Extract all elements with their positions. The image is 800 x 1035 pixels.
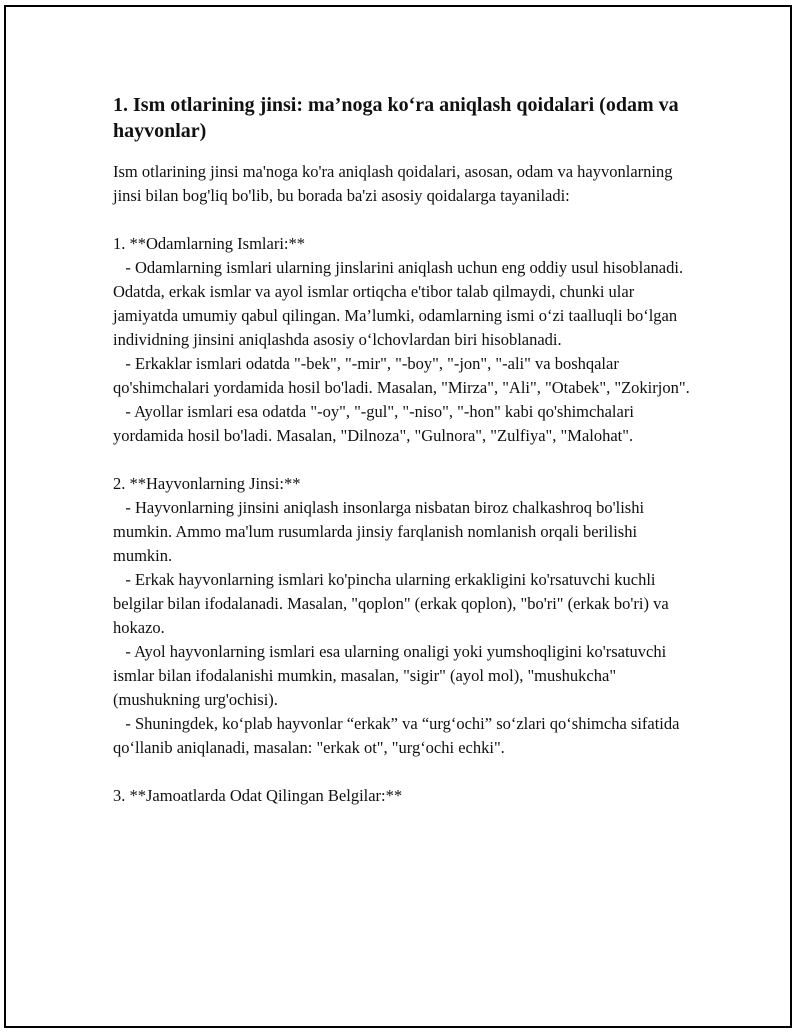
document-body: Ism otlarining jinsi ma'noga ko'ra aniqlash qoidalari, asosan, odam va hayvonlarning jinsi bilan bog'liq bo'lib, bu borada ba'zi asosiy qoidalarga tayaniladi: 1. **Odamlarning Ismlari:** - Odamlarning ismlari ularning jinslarini aniqlash uchun eng oddiy usul hisoblanadi. Odatda, erkak ismlar va ayol ismlar ortiqcha e'tibor talab qilmaydi, chunki ular jamiyatda umumiy qabul qilingan. Ma’lumki, odamlarning ismi o‘zi taalluqli bo‘lgan individning jinsini aniqlashda asosiy o‘lchovlardan biri hisoblanadi. - Erkaklar ismlari odatda "-bek", "-mir", "-boy", "-jon", "-ali" va boshqalar qo'shimchalari yordamida hosil bo'ladi. Masalan, "Mirza", "Ali", "Otabek", "Zokirjon". - Ayollar ismlari esa odatda "-oy", "-gul", "-niso", "-hon" kabi qo'shimchalari yordamida hosil bo'ladi. Masalan, "Dilnoza", "Gulnora", "Zulfiya", "Malohat". 2. **Hayvonlarning Jinsi:** - Hayvonlarning jinsini aniqlash insonlarga nisbatan biroz chalkashroq bo'lishi mumkin. Ammo ma'lum rusumlarda jinsiy farqlanish nomlanish orqali berilishi mumkin. - Erkak hayvonlarning ismlari ko'pincha ularning erkakligini ko'rsatuvchi kuchli belgilar bilan ifodalanadi. Masalan, "qoplon" (erkak qoplon), "bo'ri" (erkak bo'ri) va hokazo. - Ayol hayvonlarning ismlari esa ularning onaligi yoki yumshoqligini ko'rsatuvchi ismlar bilan ifodalanishi mumkin, masalan, "sigir" (ayol mol), "mushukcha" (mushukning urg'ochisi). - Shuningdek, ko‘plab hayvonlar “erkak” va “urg‘ochi” so‘zlari qo‘shimcha sifatida qo‘llanib aniqlanadi, masalan: "erkak ot", "urg‘ochi echki". 3. **Jamoatlarda Odat Qilingan Belgilar:** <box>113 162 690 805</box>
document <box>113 92 693 808</box>
document-title: 1. Ism otlarining jinsi: ma’noga ko‘ra aniqlash qoidalari (odam va hayvonlar) <box>113 94 679 142</box>
